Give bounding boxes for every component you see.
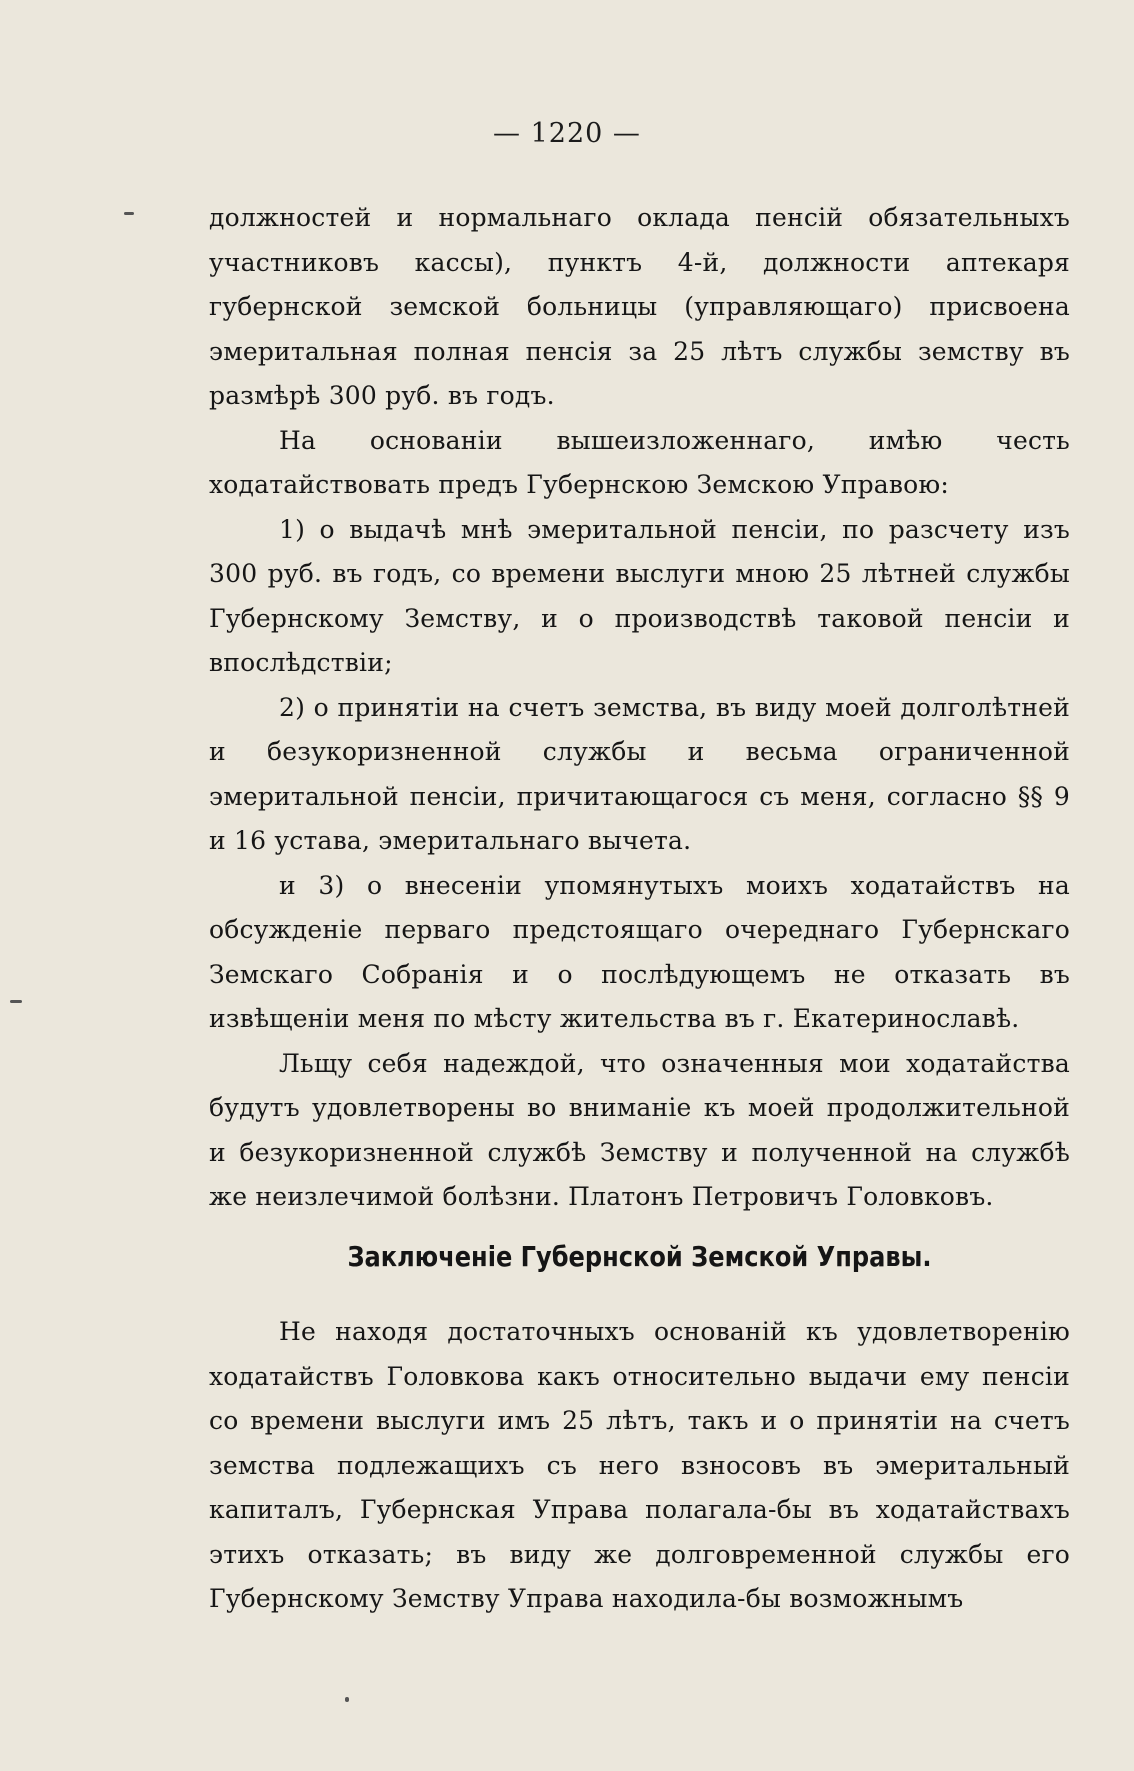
paragraph: должностей и нормальнаго оклада пенсій обязательныхъ участниковъ кассы), пунктъ 4-й, должности аптекаря губернской земской больницы (управляющаго) присвоена эмеритальная полная пенсія за 25 лѣтъ службы земству въ размѣрѣ 300 руб. въ годъ. [209, 203, 1070, 410]
paragraph: и 3) о внесеніи упомянутыхъ моихъ ходатайствъ на обсужденіе перваго предстоящаго очереднаго Губернскаго Земскаго Собранія и о послѣдующемъ не отказать въ извѣщеніи меня по мѣсту жительства въ г. Екатеринославѣ. [209, 870, 1070, 1033]
scan-speck-mark [124, 212, 134, 215]
section-body-text [209, 1310, 1070, 1622]
paragraph: Льщу себя надеждой, что означенныя мои ходатайства будутъ удовлетворены во вниманіе къ моей продолжительной и безукоризненной службѣ Земству и полученной на службѣ же неизлечимой болѣзни. Платонъ Петровичъ Головковъ. [209, 1048, 1070, 1211]
body-text [209, 196, 1070, 1220]
paragraph: 2) о принятіи на счетъ земства, въ виду моей долголѣтней и безукоризненной службы и весьма ограниченной эмеритальной пенсіи, причитающагося съ меня, согласно §§ 9 и 16 устава, эмеритальнаго вычета. [209, 692, 1070, 855]
scan-speck-mark [345, 1697, 349, 1702]
paragraph: Не находя достаточныхъ основаній къ удовлетворенію ходатайствъ Головкова какъ относительно выдачи ему пенсіи со времени выслуги имъ 25 лѣтъ, такъ и о принятіи на счетъ земства подлежащихъ съ него взносовъ въ эмеритальный капиталъ, Губернская Управа полагала-бы въ ходатайствахъ этихъ отказать; въ виду же долговременной службы его Губернскому Земству Управа находила-бы возможнымъ [209, 1317, 1070, 1613]
paragraph: На основаніи вышеизложеннаго, имѣю честь ходатайствовать предъ Губернскою Земскою Управою: [209, 425, 1070, 499]
page-number: — 1220 — [493, 118, 641, 149]
section-heading: Заключеніе Губернской Земской Управы. [347, 1240, 932, 1273]
scan-speck-mark [10, 1000, 22, 1003]
paragraph: 1) о выдачѣ мнѣ эмеритальной пенсіи, по разсчету изъ 300 руб. въ годъ, со времени выслуги мною 25 лѣтней службы Губернскому Земству, и о производствѣ таковой пенсіи и впослѣдствіи; [209, 514, 1070, 677]
